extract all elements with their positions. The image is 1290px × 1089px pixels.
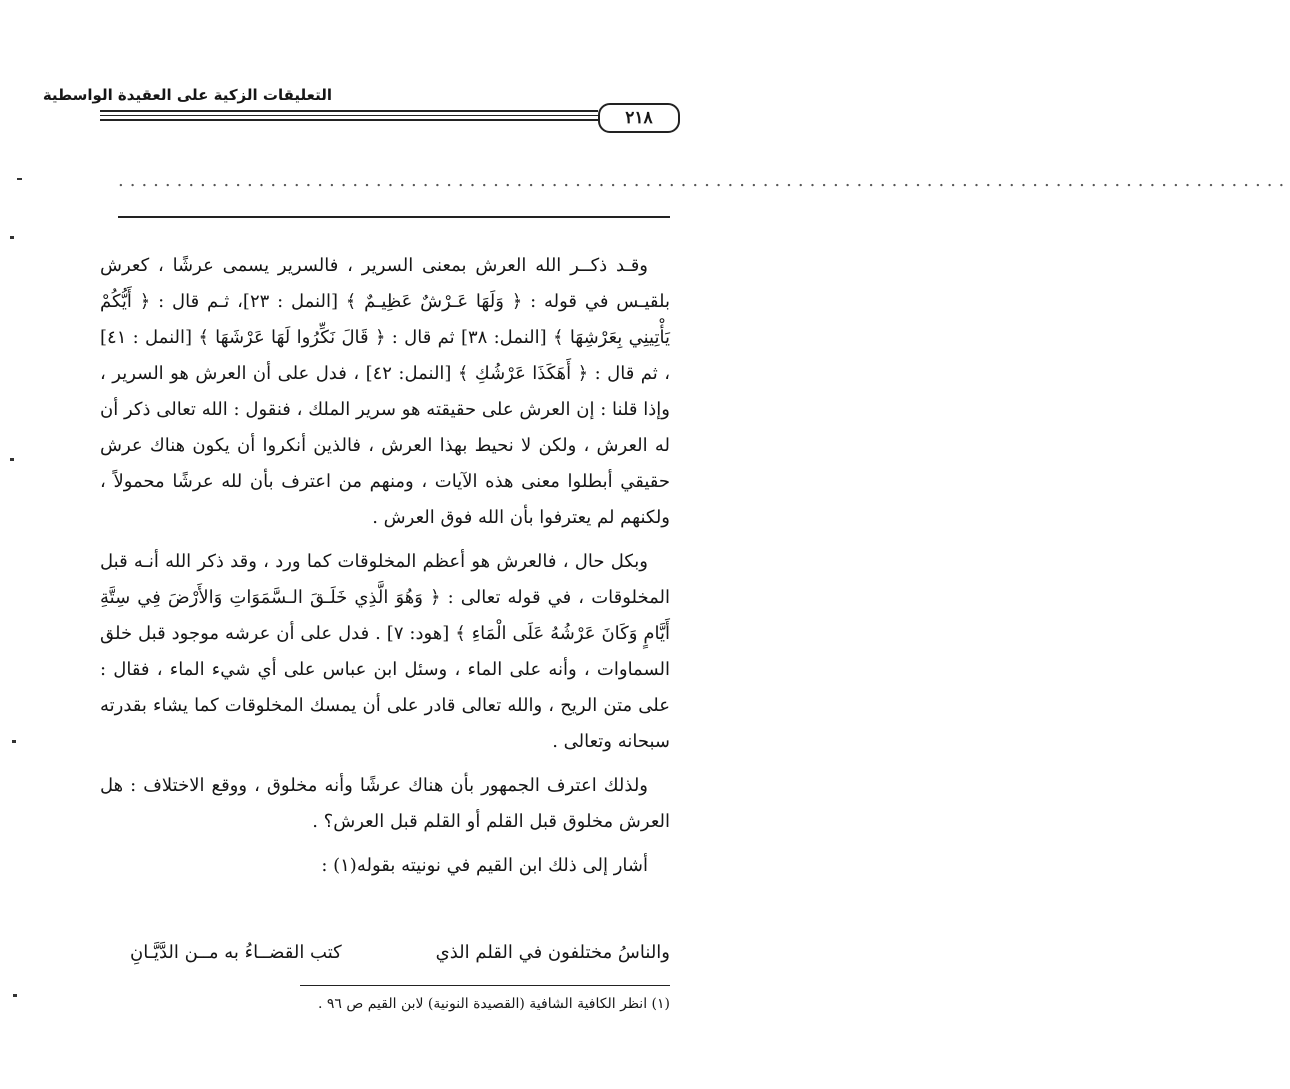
header-rule-top	[100, 110, 598, 112]
verse-hemistich-1: والناسُ مختلفون في القلم الذي	[435, 942, 670, 963]
page-number: ٢١٨	[598, 103, 680, 133]
footnote: (١) انظر الكافية الشافية (القصيدة النونية) لابن القيم ص ٩٦ .	[317, 996, 670, 1012]
separator-dots: ....................................................................................................	[118, 170, 1290, 191]
margin-mark	[17, 178, 22, 180]
paragraph: وبكل حال ، فالعرش هو أعظم المخلوقات كما ورد ، وقد ذكر الله أنـه قبل المخلوقات ، في قوله تعالى : ﴿ وَهُوَ الَّذِي خَلَـقَ الـسَّمَوَاتِ وَالأَرْضَ فِي سِتَّةِ أَيَّامٍ وَكَانَ عَرْشُهُ عَلَى الْمَاءِ ﴾ [هود: ٧] . فدل على أن عرشه موجود قبل خلق السماوات ، وأنه على الماء ، وسئل ابن عباس على أي شيء الماء ، فقال : على متن الريح ، والله تعالى قادر على أن يمسك المخلوقات كما يشاء بقدرته سبحانه وتعالى .	[100, 551, 671, 752]
section-divider	[118, 216, 670, 218]
margin-mark	[12, 740, 16, 743]
poem-verse	[100, 936, 670, 970]
header-rule-middle	[100, 115, 598, 116]
page-title: التعليقات الزكية على العقيدة الواسطية	[42, 86, 332, 104]
margin-mark	[10, 458, 14, 461]
paragraph: أشار إلى ذلك ابن القيم في نونيته بقوله(١) :	[321, 855, 648, 876]
header-rule-bottom	[100, 119, 598, 121]
paragraph: ولذلك اعترف الجمهور بأن هناك عرشًا وأنه مخلوق ، ووقع الاختلاف : هل العرش مخلوق قبل القلم أو القلم قبل العرش؟ .	[100, 775, 670, 832]
margin-mark	[13, 994, 17, 997]
margin-mark	[10, 236, 14, 239]
footnote-divider	[300, 985, 670, 986]
verse-hemistich-2: كتب القضــاءُ به مــن الدَّيَّـانِ	[130, 942, 342, 963]
paragraph: وقـد ذكــر الله العرش بمعنى السرير ، فالسرير يسمى عرشًا ، كعرش بلقيـس في قوله : ﴿ وَلَهَا عَـرْشٌ عَظِيـمٌ ﴾ [النمل : ٢٣]، ثـم قال : ﴿ أَيُّكُمْ يَأْتِينِي بِعَرْشِهَا ﴾ [النمل: ٣٨] ثم قال : ﴿ قَالَ نَكِّرُوا لَهَا عَرْشَهَا ﴾ [النمل : ٤١] ، ثم قال : ﴿ أَهَكَذَا عَرْشُكِ ﴾ [النمل: ٤٢] ، فدل على أن العرش هو السرير ، وإذا قلنا : إن العرش على حقيقته هو سرير الملك ، فنقول : الله تعالى ذكر أن له العرش ، ولكن لا نحيط بهذا العرش ، فالذين أنكروا أن يكون هناك عرش حقيقي أبطلوا معنى هذه الآيات ، ومنهم من اعترف بأن لله عرشًا محمولاً ، ولكنهم لم يعترفوا بأن الله فوق العرش .	[100, 255, 671, 528]
main-text	[100, 248, 670, 892]
page-header	[0, 80, 748, 130]
